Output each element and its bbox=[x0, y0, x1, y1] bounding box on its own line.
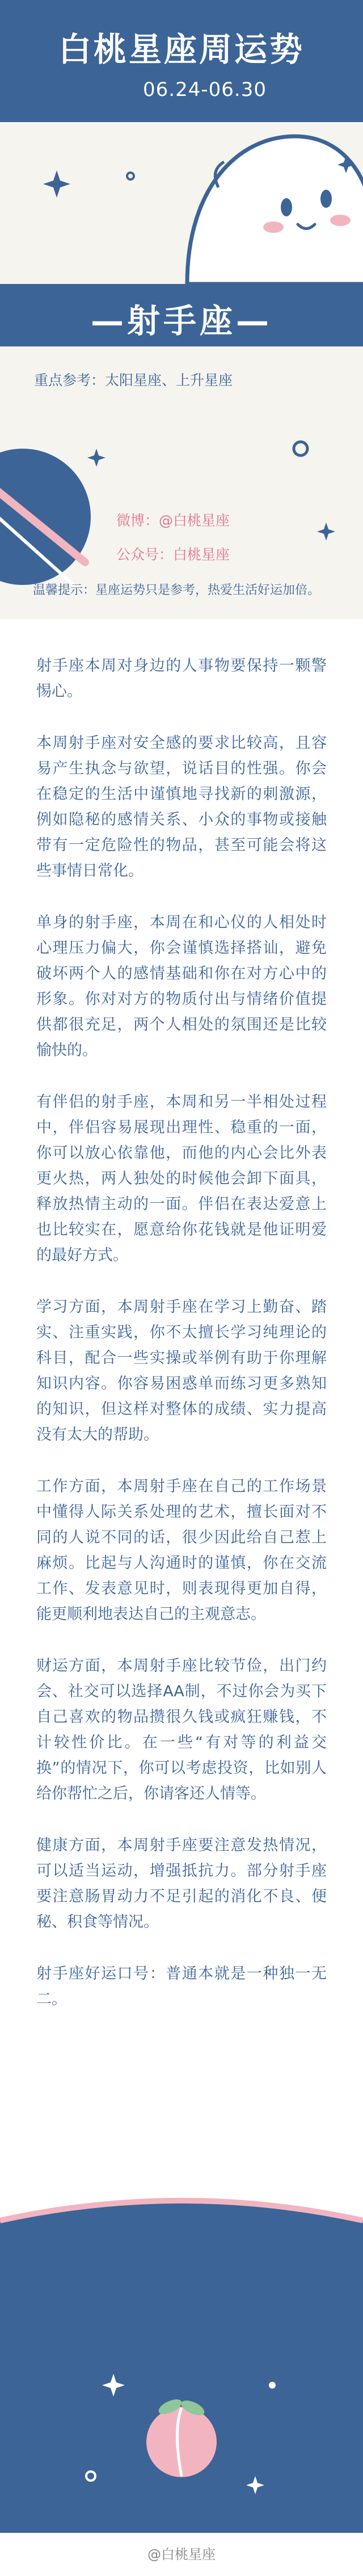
page-title: 白桃星座周运势 bbox=[58, 30, 305, 69]
content bbox=[0, 653, 363, 2038]
date-range: 06.24-06.30 bbox=[143, 78, 267, 101]
paragraph: 本周射手座对安全感的要求比较高，且容易产生执念与欲望，说话目的性强。你会在稳定的生活中谨慎地寻找新的刺激源，例如隐秘的感情关系、小众的事物或接触带有一定危险性的物品，甚至可能会将这些事情日常化。 bbox=[36, 734, 327, 880]
paragraph: 射手座本周对身边的人事物要保持一颗警惕心。 bbox=[36, 657, 327, 700]
sign-name: —射手座— bbox=[90, 302, 272, 340]
paragraph: 工作方面，本周射手座在自己的工作场景中懂得人际关系处理的艺术，擅长面对不同的人说不同的话，很少因此给自己惹上麻烦。比起与人沟通时的谨慎，你在交流工作、发表意见时，则表现得更加自得，能更顺利地表达自己的主观意志。 bbox=[36, 1478, 327, 1623]
gzh-handle: 公众号：白桃星座 bbox=[116, 546, 230, 563]
weibo-handle: 微博：@白桃星座 bbox=[116, 512, 230, 529]
footer bbox=[0, 2158, 363, 2576]
paragraph: 健康方面，本周射手座要注意发热情况，可以适当运动，增强抵抗力。部分射手座要注意肠胃动力不足引起的消化不良、便秘、积食等情况。 bbox=[36, 1837, 327, 1931]
tip-note: 温馨提示：星座运势只是参考，热爱生活好运加倍。 bbox=[33, 583, 320, 597]
paragraph: 射手座好运口号：普通本就是一种独一无二。 bbox=[36, 1965, 327, 2008]
paragraph: 有伴侣的射手座，本周和另一半相处过程中，伴侣容易展现出理性、稳重的一面，你可以放心依靠他，而他的内心会比外表更火热，两人独处的时候他会卸下面具，释放热情主动的一面。伴侣在表达爱意上也比较实在，愿意给你花钱就是他证明爱的最好方式。 bbox=[36, 1093, 327, 1264]
paragraph: 学习方面，本周射手座在学习上勤奋、踏实、注重实践，你不太擅长学习纯理论的科目，配合一些实操或举例有助于你理解知识内容。你容易困惑单而练习更多熟知的知识，但这样对整体的成绩、实力提高没有太大的帮助。 bbox=[36, 1298, 327, 1444]
paragraph: 财运方面，本周射手座比较节俭，出门约会、社交可以选择AA制，不过你会为买下自己喜欢的物品攒很久钱或疯狂赚钱，不计较性价比。在一些“有对等的利益交换”的情况下，你可以考虑投资，比如别人给你帮忙之后，你请客还人情等。 bbox=[36, 1657, 327, 1803]
footer-decoration bbox=[0, 2158, 363, 2576]
paragraph: 单身的射手座，本周在和心仪的人相处时心理压力偏大，你会谨慎选择搭讪，避免破坏两个人的感情基础和你在对方心中的形象。你对对方的物质付出与情绪价值提供都很充足，两个人相处的氛围还是比较愉快的。 bbox=[36, 914, 327, 1059]
watermark: @白桃星座 bbox=[147, 2546, 216, 2562]
reference-note: 重点参考：太阳星座、上升星座 bbox=[34, 372, 233, 388]
header bbox=[0, 0, 363, 432]
